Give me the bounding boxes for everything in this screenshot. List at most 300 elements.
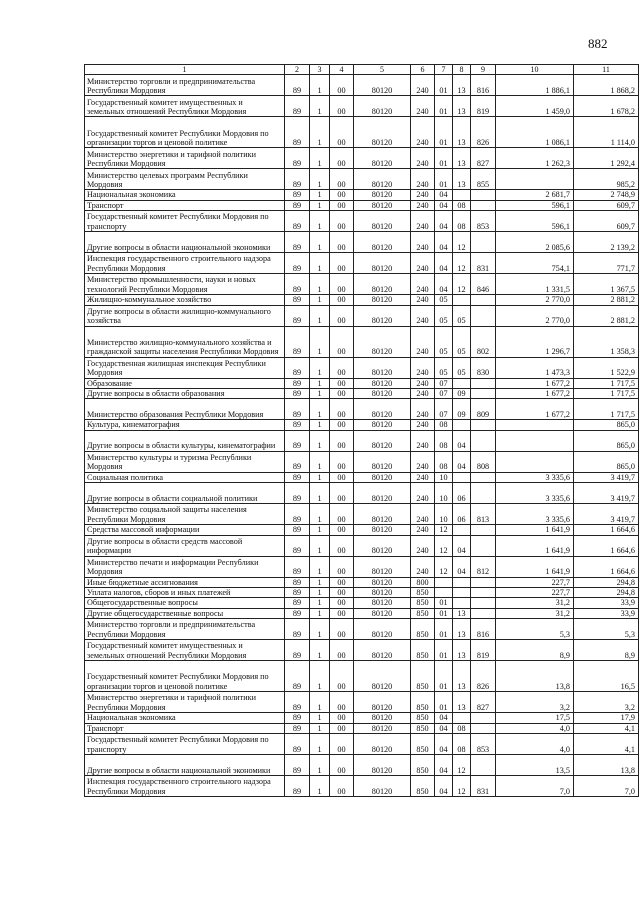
table-row (85, 190, 639, 200)
table-row (85, 661, 639, 692)
code-cell: 01 (435, 608, 453, 618)
code-cell: 1 (310, 420, 330, 430)
amount-cell: 8,9 (496, 640, 574, 661)
row-name-cell: Министерство энергетики и тарифной политики Республики Мордовия (85, 148, 285, 169)
column-header: 4 (330, 65, 354, 75)
table-row (85, 692, 639, 713)
amount-cell: 2 770,0 (496, 305, 574, 326)
code-cell: 00 (330, 399, 354, 420)
code-cell: 89 (285, 713, 310, 723)
code-cell: 04 (435, 713, 453, 723)
amount-cell: 4,0 (496, 734, 574, 755)
amount-cell: 4,0 (496, 723, 574, 733)
code-cell: 80120 (354, 755, 411, 776)
code-cell: 240 (411, 148, 435, 169)
code-cell: 89 (285, 640, 310, 661)
code-cell: 01 (435, 692, 453, 713)
amount-cell: 8,9 (574, 640, 639, 661)
code-cell: 813 (471, 504, 496, 525)
code-cell: 80120 (354, 326, 411, 357)
amount-cell: 1 641,9 (496, 556, 574, 577)
amount-cell (496, 169, 574, 190)
code-cell: 80120 (354, 117, 411, 148)
code-cell: 240 (411, 96, 435, 117)
code-cell: 00 (330, 232, 354, 253)
code-cell: 1 (310, 661, 330, 692)
table-row (85, 295, 639, 305)
code-cell: 01 (435, 117, 453, 148)
code-cell: 12 (453, 755, 471, 776)
code-cell (471, 200, 496, 210)
amount-cell: 609,7 (574, 200, 639, 210)
code-cell: 00 (330, 661, 354, 692)
code-cell: 00 (330, 723, 354, 733)
code-cell: 80120 (354, 451, 411, 472)
code-cell: 819 (471, 640, 496, 661)
table-row (85, 504, 639, 525)
row-name-cell: Министерство торговли и предпринимательства Республики Мордовия (85, 75, 285, 96)
amount-cell: 1 086,1 (496, 117, 574, 148)
code-cell: 831 (471, 253, 496, 274)
row-name-cell: Инспекция государственного строительного надзора Республики Мордовия (85, 776, 285, 797)
code-cell: 00 (330, 190, 354, 200)
code-cell (453, 713, 471, 723)
amount-cell: 3 419,7 (574, 504, 639, 525)
amount-cell: 227,7 (496, 577, 574, 587)
table-row (85, 723, 639, 733)
row-name-cell: Другие вопросы в области социальной политики (85, 483, 285, 504)
code-cell (471, 430, 496, 451)
code-cell: 80120 (354, 723, 411, 733)
table-row (85, 640, 639, 661)
row-name-cell: Министерство промышленности, науки и новых технологий Республики Мордовия (85, 274, 285, 295)
table-row (85, 169, 639, 190)
code-cell: 13 (453, 692, 471, 713)
code-cell: 80120 (354, 598, 411, 608)
code-cell: 05 (435, 357, 453, 378)
table-row (85, 577, 639, 587)
code-cell: 80120 (354, 211, 411, 232)
code-cell: 1 (310, 305, 330, 326)
code-cell: 827 (471, 148, 496, 169)
code-cell: 04 (453, 451, 471, 472)
code-cell: 89 (285, 232, 310, 253)
code-cell: 80120 (354, 713, 411, 723)
amount-cell: 31,2 (496, 598, 574, 608)
amount-cell: 17,9 (574, 713, 639, 723)
code-cell (471, 598, 496, 608)
code-cell: 00 (330, 451, 354, 472)
code-cell: 12 (453, 253, 471, 274)
code-cell: 09 (453, 389, 471, 399)
code-cell: 00 (330, 535, 354, 556)
code-cell: 04 (453, 535, 471, 556)
table-row (85, 378, 639, 388)
code-cell: 1 (310, 148, 330, 169)
code-cell: 240 (411, 535, 435, 556)
code-cell: 00 (330, 556, 354, 577)
code-cell: 80120 (354, 420, 411, 430)
row-name-cell: Министерство социальной защиты населения Республики Мордовия (85, 504, 285, 525)
code-cell: 05 (435, 326, 453, 357)
code-cell: 05 (435, 305, 453, 326)
amount-cell: 1 886,1 (496, 75, 574, 96)
code-cell: 00 (330, 776, 354, 797)
code-cell: 89 (285, 148, 310, 169)
code-cell: 00 (330, 619, 354, 640)
code-cell: 04 (435, 190, 453, 200)
code-cell: 830 (471, 357, 496, 378)
table-row (85, 483, 639, 504)
code-cell: 00 (330, 598, 354, 608)
code-cell: 827 (471, 692, 496, 713)
row-name-cell: Государственный комитет Республики Мордовия по транспорту (85, 734, 285, 755)
code-cell: 89 (285, 451, 310, 472)
code-cell: 89 (285, 734, 310, 755)
code-cell: 08 (453, 734, 471, 755)
table-row (85, 525, 639, 535)
amount-cell: 13,5 (496, 755, 574, 776)
amount-cell (496, 430, 574, 451)
code-cell: 850 (411, 588, 435, 598)
code-cell: 08 (453, 200, 471, 210)
code-cell: 853 (471, 211, 496, 232)
amount-cell: 985,2 (574, 169, 639, 190)
code-cell (471, 305, 496, 326)
code-cell: 10 (435, 504, 453, 525)
amount-cell: 3 419,7 (574, 483, 639, 504)
amount-cell: 2 139,2 (574, 232, 639, 253)
amount-cell: 1 678,2 (574, 96, 639, 117)
row-name-cell: Иные бюджетные ассигнования (85, 577, 285, 587)
code-cell: 80120 (354, 232, 411, 253)
code-cell (471, 608, 496, 618)
table-row (85, 326, 639, 357)
code-cell: 80120 (354, 430, 411, 451)
row-name-cell: Национальная экономика (85, 713, 285, 723)
code-cell: 89 (285, 661, 310, 692)
code-cell: 240 (411, 504, 435, 525)
code-cell: 00 (330, 200, 354, 210)
code-cell (453, 525, 471, 535)
code-cell: 12 (453, 274, 471, 295)
amount-cell: 609,7 (574, 211, 639, 232)
code-cell: 13 (453, 117, 471, 148)
code-cell: 07 (435, 399, 453, 420)
code-cell: 13 (453, 75, 471, 96)
code-cell: 08 (453, 211, 471, 232)
amount-cell: 5,3 (496, 619, 574, 640)
code-cell: 89 (285, 389, 310, 399)
amount-cell: 596,1 (496, 211, 574, 232)
code-cell: 08 (435, 451, 453, 472)
amount-cell: 1 331,5 (496, 274, 574, 295)
amount-cell: 17,5 (496, 713, 574, 723)
code-cell (453, 472, 471, 482)
code-cell: 1 (310, 608, 330, 618)
code-cell: 89 (285, 598, 310, 608)
table-row (85, 253, 639, 274)
amount-cell: 3,2 (496, 692, 574, 713)
code-cell (471, 232, 496, 253)
code-cell: 04 (435, 755, 453, 776)
code-cell: 00 (330, 640, 354, 661)
code-cell: 1 (310, 692, 330, 713)
row-name-cell: Жилищно-коммунальное хозяйство (85, 295, 285, 305)
code-cell: 00 (330, 588, 354, 598)
code-cell: 240 (411, 420, 435, 430)
page-number: 882 (588, 36, 608, 51)
code-cell: 80120 (354, 588, 411, 598)
code-cell: 01 (435, 598, 453, 608)
code-cell: 80120 (354, 692, 411, 713)
code-cell: 00 (330, 755, 354, 776)
code-cell (453, 577, 471, 587)
code-cell: 1 (310, 295, 330, 305)
table-row (85, 211, 639, 232)
code-cell: 00 (330, 305, 354, 326)
row-name-cell: Министерство жилищно-коммунального хозяйства и гражданской защиты населения Республики Мордовия (85, 326, 285, 357)
code-cell: 855 (471, 169, 496, 190)
code-cell (471, 713, 496, 723)
amount-cell: 1 296,7 (496, 326, 574, 357)
table-row (85, 148, 639, 169)
code-cell: 12 (435, 525, 453, 535)
code-cell: 80120 (354, 619, 411, 640)
code-cell: 850 (411, 755, 435, 776)
code-cell: 850 (411, 661, 435, 692)
code-cell: 80120 (354, 169, 411, 190)
code-cell: 00 (330, 483, 354, 504)
code-cell: 00 (330, 525, 354, 535)
code-cell: 240 (411, 169, 435, 190)
code-cell: 89 (285, 326, 310, 357)
code-cell: 12 (453, 232, 471, 253)
code-cell: 00 (330, 295, 354, 305)
amount-cell: 1 641,9 (496, 525, 574, 535)
code-cell: 240 (411, 556, 435, 577)
code-cell: 1 (310, 598, 330, 608)
code-cell: 05 (453, 326, 471, 357)
code-cell: 07 (435, 378, 453, 388)
table-row (85, 96, 639, 117)
column-header: 7 (435, 65, 453, 75)
code-cell: 80120 (354, 399, 411, 420)
code-cell: 07 (435, 389, 453, 399)
code-cell (471, 190, 496, 200)
header-row (85, 65, 639, 75)
code-cell: 80120 (354, 776, 411, 797)
table-row (85, 420, 639, 430)
amount-cell: 4,1 (574, 734, 639, 755)
code-cell (471, 420, 496, 430)
code-cell: 1 (310, 274, 330, 295)
code-cell: 240 (411, 483, 435, 504)
table-row (85, 755, 639, 776)
table-row (85, 451, 639, 472)
code-cell: 01 (435, 661, 453, 692)
code-cell: 1 (310, 776, 330, 797)
code-cell: 850 (411, 723, 435, 733)
code-cell: 80120 (354, 75, 411, 96)
code-cell: 01 (435, 75, 453, 96)
code-cell: 00 (330, 378, 354, 388)
amount-cell: 1 664,6 (574, 525, 639, 535)
code-cell: 1 (310, 378, 330, 388)
code-cell: 00 (330, 504, 354, 525)
table-row (85, 713, 639, 723)
code-cell: 01 (435, 619, 453, 640)
code-cell: 05 (453, 357, 471, 378)
amount-cell: 16,5 (574, 661, 639, 692)
code-cell: 00 (330, 326, 354, 357)
code-cell: 06 (453, 483, 471, 504)
row-name-cell: Государственный комитет Республики Мордовия по организации торгов и ценовой политике (85, 661, 285, 692)
code-cell: 80120 (354, 389, 411, 399)
column-header: 6 (411, 65, 435, 75)
code-cell: 13 (453, 96, 471, 117)
code-cell: 850 (411, 608, 435, 618)
code-cell (453, 420, 471, 430)
table-row (85, 305, 639, 326)
code-cell: 89 (285, 776, 310, 797)
amount-cell: 1 664,6 (574, 556, 639, 577)
code-cell: 80120 (354, 378, 411, 388)
amount-cell: 1 473,3 (496, 357, 574, 378)
row-name-cell: Министерство печати и информации Республики Мордовия (85, 556, 285, 577)
code-cell: 80120 (354, 190, 411, 200)
code-cell (453, 588, 471, 598)
code-cell: 1 (310, 96, 330, 117)
amount-cell: 294,8 (574, 577, 639, 587)
code-cell: 240 (411, 274, 435, 295)
code-cell: 04 (435, 723, 453, 733)
amount-cell: 865,0 (574, 430, 639, 451)
code-cell: 80120 (354, 295, 411, 305)
amount-cell: 3,2 (574, 692, 639, 713)
code-cell: 831 (471, 776, 496, 797)
code-cell: 12 (435, 556, 453, 577)
code-cell: 80120 (354, 504, 411, 525)
code-cell: 240 (411, 451, 435, 472)
table-row (85, 274, 639, 295)
column-header: 8 (453, 65, 471, 75)
row-name-cell: Уплата налогов, сборов и иных платежей (85, 588, 285, 598)
code-cell (471, 535, 496, 556)
row-name-cell: Государственный комитет Республики Мордовия по транспорту (85, 211, 285, 232)
amount-cell: 1 367,5 (574, 274, 639, 295)
row-name-cell: Инспекция государственного строительного надзора Республики Мордовия (85, 253, 285, 274)
table-row (85, 357, 639, 378)
code-cell: 240 (411, 326, 435, 357)
amount-cell: 771,7 (574, 253, 639, 274)
table-row (85, 200, 639, 210)
code-cell: 06 (453, 504, 471, 525)
amount-cell: 2 748,9 (574, 190, 639, 200)
table-row (85, 399, 639, 420)
row-name-cell: Министерство торговли и предпринимательства Республики Мордовия (85, 619, 285, 640)
amount-cell: 1 717,5 (574, 378, 639, 388)
row-name-cell: Другие вопросы в области средств массовой информации (85, 535, 285, 556)
code-cell: 240 (411, 117, 435, 148)
code-cell: 89 (285, 430, 310, 451)
code-cell: 89 (285, 608, 310, 618)
column-header: 1 (85, 65, 285, 75)
code-cell: 1 (310, 169, 330, 190)
code-cell: 80120 (354, 535, 411, 556)
code-cell: 80120 (354, 608, 411, 618)
amount-cell: 1 262,3 (496, 148, 574, 169)
code-cell: 08 (435, 420, 453, 430)
code-cell: 1 (310, 75, 330, 96)
code-cell: 05 (453, 305, 471, 326)
code-cell: 89 (285, 399, 310, 420)
row-name-cell: Государственный комитет Республики Мордовия по организации торгов и ценовой политике (85, 117, 285, 148)
code-cell: 1 (310, 399, 330, 420)
amount-cell: 1 522,9 (574, 357, 639, 378)
code-cell: 80120 (354, 148, 411, 169)
code-cell: 826 (471, 661, 496, 692)
amount-cell: 5,3 (574, 619, 639, 640)
amount-cell: 2 085,6 (496, 232, 574, 253)
code-cell: 1 (310, 253, 330, 274)
code-cell: 00 (330, 692, 354, 713)
code-cell: 89 (285, 420, 310, 430)
amount-cell: 294,8 (574, 588, 639, 598)
code-cell: 240 (411, 232, 435, 253)
code-cell: 13 (453, 619, 471, 640)
code-cell: 00 (330, 253, 354, 274)
code-cell: 802 (471, 326, 496, 357)
code-cell: 89 (285, 305, 310, 326)
amount-cell: 754,1 (496, 253, 574, 274)
amount-cell: 2 770,0 (496, 295, 574, 305)
code-cell: 00 (330, 169, 354, 190)
code-cell: 13 (453, 640, 471, 661)
code-cell: 89 (285, 472, 310, 482)
code-cell: 853 (471, 734, 496, 755)
amount-cell: 1 114,0 (574, 117, 639, 148)
table-row (85, 430, 639, 451)
code-cell: 04 (435, 776, 453, 797)
row-name-cell: Культура, кинематография (85, 420, 285, 430)
code-cell: 80120 (354, 640, 411, 661)
code-cell: 05 (435, 295, 453, 305)
code-cell (471, 723, 496, 733)
code-cell: 240 (411, 200, 435, 210)
code-cell: 809 (471, 399, 496, 420)
table-row (85, 776, 639, 797)
code-cell: 80120 (354, 556, 411, 577)
code-cell: 80120 (354, 253, 411, 274)
code-cell: 00 (330, 75, 354, 96)
code-cell: 819 (471, 96, 496, 117)
amount-cell: 2 881,2 (574, 305, 639, 326)
code-cell (471, 389, 496, 399)
code-cell: 89 (285, 75, 310, 96)
code-cell: 00 (330, 274, 354, 295)
amount-cell: 13,8 (574, 755, 639, 776)
code-cell: 13 (453, 169, 471, 190)
amount-cell: 2 881,2 (574, 295, 639, 305)
code-cell: 89 (285, 357, 310, 378)
code-cell: 240 (411, 357, 435, 378)
amount-cell: 13,8 (496, 661, 574, 692)
amount-cell: 1 641,9 (496, 535, 574, 556)
row-name-cell: Другие вопросы в области национальной экономики (85, 232, 285, 253)
code-cell: 89 (285, 378, 310, 388)
code-cell: 1 (310, 451, 330, 472)
